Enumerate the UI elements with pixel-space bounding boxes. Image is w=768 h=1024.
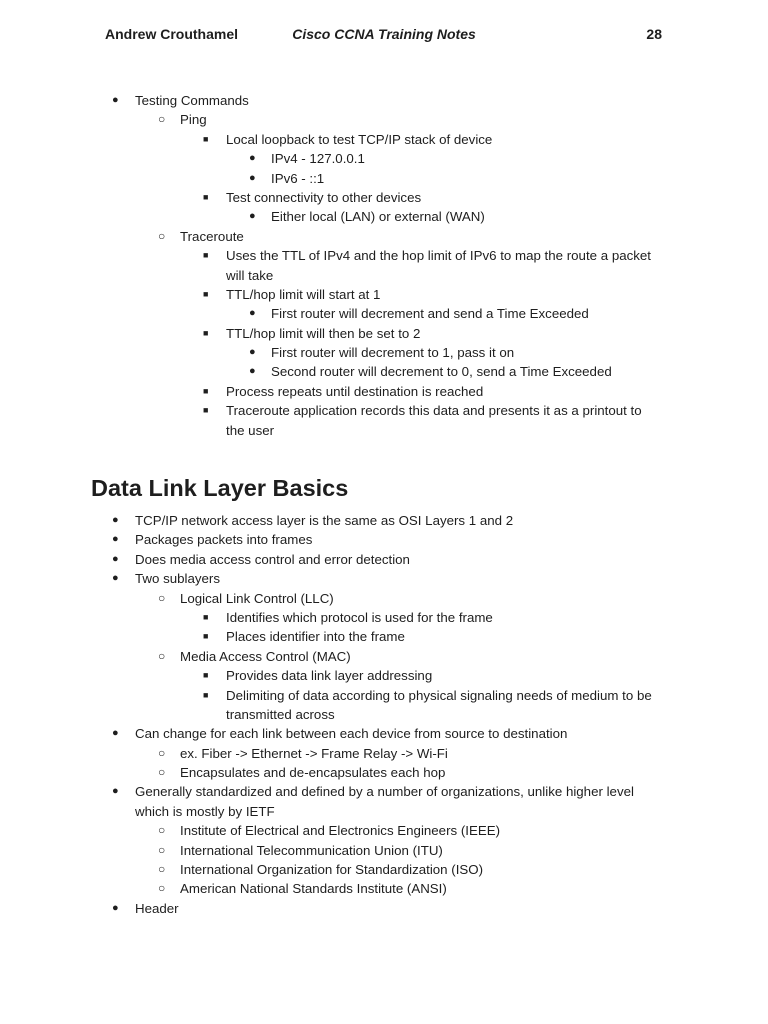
bullet-marker: ○ [158,842,166,857]
list-item-text: Delimiting of data according to physical signaling needs of medium to be [226,687,652,703]
list-item-text: Test connectivity to other devices [226,189,422,205]
list-item [0,589,768,608]
header-title: Cisco CCNA Training Notes [292,26,476,42]
list-item [0,627,768,646]
list-item [0,686,768,705]
bullet-marker: ● [249,307,256,320]
list-item-text: which is mostly by IETF [135,803,275,819]
list-item [0,860,768,879]
data-link-layer-list [0,511,768,918]
list-item-continuation [0,802,768,821]
list-item-text: Packages packets into frames [135,532,313,548]
list-item [0,744,768,763]
bullet-marker: ■ [203,670,209,681]
list-item-continuation [0,266,768,285]
list-item [0,550,768,569]
bullet-marker: ● [112,514,119,526]
testing-commands-list [0,91,768,440]
bullet-marker: ○ [158,765,166,780]
list-item [0,246,768,265]
bullet-marker: ● [249,171,256,184]
header-author: Andrew Crouthamel [105,26,239,42]
list-item [0,169,768,188]
bullet-marker: ● [112,94,119,106]
list-item [0,362,768,381]
list-item-text: International Organization for Standardization (ISO) [180,862,484,878]
list-item-text: First router will decrement to 1, pass it on [271,345,515,361]
list-item [0,821,768,840]
bullet-marker: ● [249,365,256,378]
list-item [0,304,768,323]
bullet-marker: ● [249,346,256,359]
list-item-text: Uses the TTL of IPv4 and the hop limit of IPv6 to map the route a packet [226,248,651,264]
list-item-text: Local loopback to test TCP/IP stack of device [226,131,493,147]
bullet-marker: ■ [203,385,209,396]
list-item [0,149,768,168]
list-item [0,110,768,129]
list-item-text: Encapsulates and de-encapsulates each hop [180,765,446,781]
bullet-marker: ■ [203,250,209,261]
bullet-marker: ○ [158,881,166,896]
list-item [0,188,768,207]
list-item-text: Generally standardized and defined by a number of organizations, unlike higher level [135,784,634,800]
list-item-text: Testing Commands [135,93,249,108]
list-item [0,608,768,627]
list-item-continuation [0,421,768,440]
list-item [0,207,768,226]
list-item-text: Two sublayers [135,571,220,587]
list-item-text: TCP/IP network access layer is the same as OSI Layers 1 and 2 [135,513,514,528]
header-page-number: 28 [646,26,662,42]
bullet-marker: ■ [203,611,209,622]
list-item-continuation [0,705,768,724]
list-item [0,782,768,801]
bullet-marker: ■ [203,288,209,299]
list-item-text: Traceroute [180,228,244,244]
section-title: Data Link Layer Basics [91,475,349,501]
list-item [0,666,768,685]
bullet-marker: ● [112,533,119,546]
bullet-marker: ● [249,152,256,165]
bullet-marker: ○ [158,648,166,663]
bullet-marker: ● [112,552,119,565]
list-item-text: Traceroute application records this data and presents it as a printout to [226,403,642,419]
list-item-text: Identifies which protocol is used for the frame [226,609,493,625]
list-item-text: the user [226,422,275,438]
list-item [0,511,768,530]
bullet-marker: ● [112,727,119,740]
list-item [0,130,768,149]
list-item-text: IPv6 - ::1 [271,170,325,186]
list-item-text: Header [135,900,179,916]
list-item [0,401,768,420]
list-item-text: Can change for each link between each device from source to destination [135,726,568,742]
list-item [0,724,768,743]
bullet-marker: ■ [203,689,209,700]
list-item [0,569,768,588]
list-item-text: First router will decrement and send a Time Exceeded [271,306,589,322]
list-item [0,530,768,549]
list-item-text: will take [226,267,274,283]
list-item-text: Process repeats until destination is reached [226,383,484,399]
bullet-marker: ● [249,210,256,223]
bullet-marker: ○ [158,112,166,127]
list-item-text: ex. Fiber -> Ethernet -> Frame Relay -> Wi-Fi [180,745,448,761]
list-item-text: TTL/hop limit will start at 1 [226,286,381,302]
bullet-marker: ■ [203,327,209,338]
list-item-text: Provides data link layer addressing [226,668,433,684]
list-item [0,647,768,666]
bullet-marker: ● [112,572,119,585]
list-item [0,763,768,782]
list-item [0,841,768,860]
list-item-text: transmitted across [226,706,335,722]
list-item [0,382,768,401]
list-item [0,285,768,304]
list-item-text: IPv4 - 127.0.0.1 [271,151,365,167]
bullet-marker: ○ [158,823,166,838]
list-item [0,324,768,343]
list-item-text: Either local (LAN) or external (WAN) [271,209,485,225]
bullet-marker: ■ [203,191,209,202]
list-item-text: American National Standards Institute (ANSI) [180,881,447,897]
list-item-text: TTL/hop limit will then be set to 2 [226,325,421,341]
list-item-text: Ping [180,112,207,128]
list-item [0,343,768,362]
bullet-marker: ■ [203,631,209,642]
list-item-text: Places identifier into the frame [226,629,405,645]
bullet-marker: ■ [203,405,209,416]
list-item [0,91,768,110]
list-item-text: Logical Link Control (LLC) [180,590,334,606]
list-item-text: Second router will decrement to 0, send a Time Exceeded [271,364,612,380]
list-item-text: Institute of Electrical and Electronics Engineers (IEEE) [180,823,501,839]
bullet-marker: ○ [158,228,166,243]
bullet-marker: ■ [203,133,209,144]
bullet-marker: ● [112,785,119,798]
list-item-text: Media Access Control (MAC) [180,648,351,664]
list-item [0,879,768,898]
bullet-marker: ○ [158,862,166,877]
list-item-text: International Telecommunication Union (ITU) [180,842,443,858]
list-item-text: Does media access control and error detection [135,551,410,567]
list-item [0,899,768,918]
bullet-marker: ○ [158,590,166,605]
list-item [0,227,768,246]
bullet-marker: ● [112,901,119,914]
bullet-marker: ○ [158,745,166,760]
